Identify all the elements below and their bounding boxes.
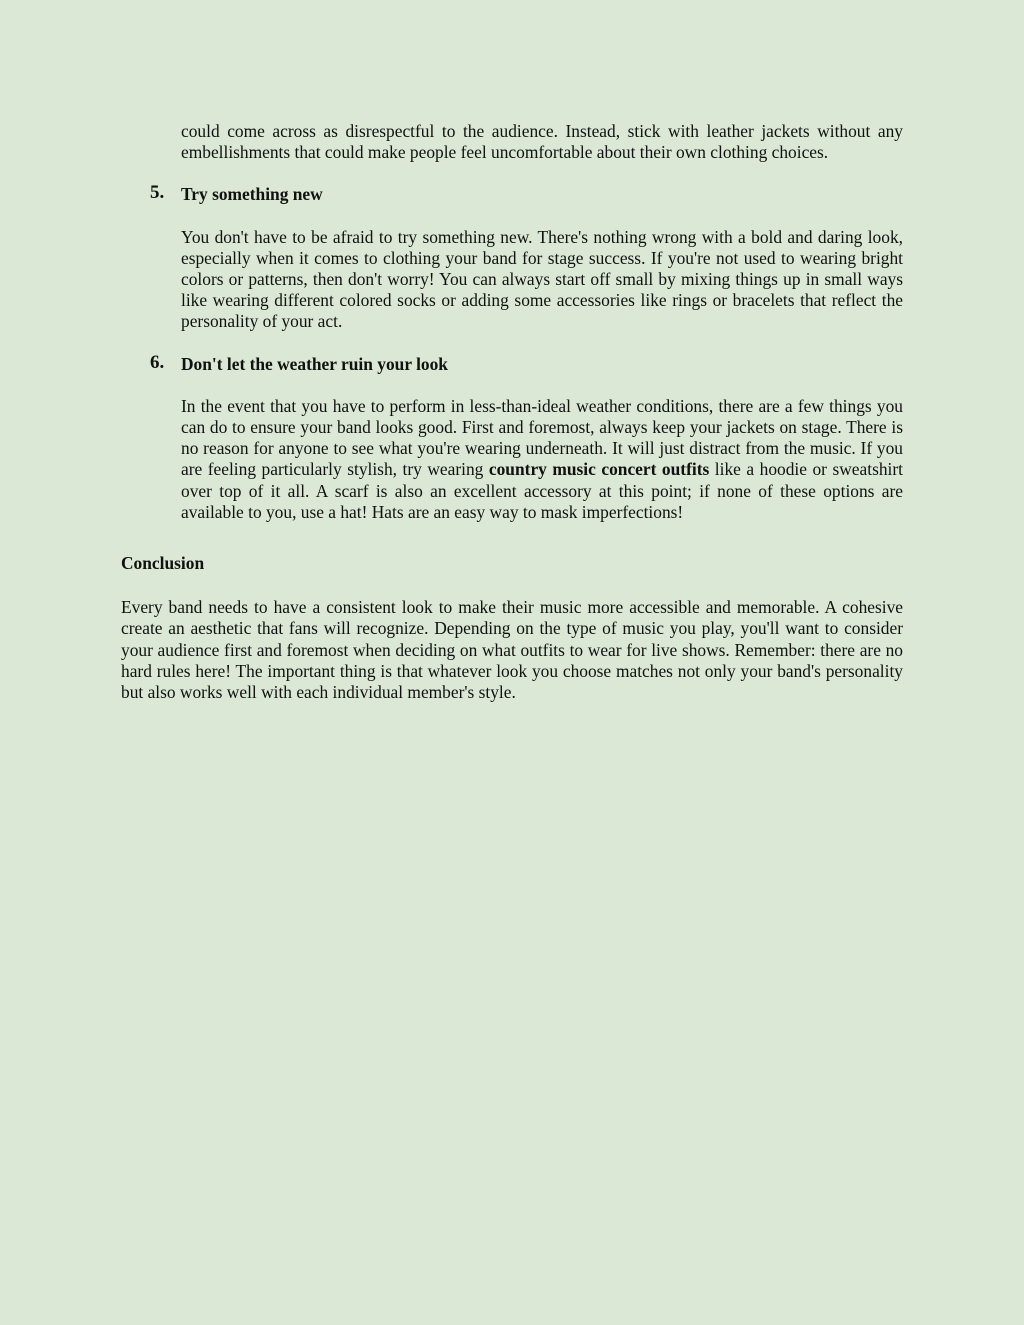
conclusion-body: Every band needs to have a consistent look to make their music more accessible and memorable. A cohesive create an aesthetic that fans will recognize. Depending on the type of music you play, you'll want to consider your audience first and foremost when deciding on what outfits to wear for live shows. Remember: there are no hard rules here! The important thing is that whatever look you choose matches not only your band's personality but also works well with each individual member's style. <box>121 597 903 703</box>
list-item-5-heading <box>150 182 903 205</box>
country-music-outfits-keyword: country music concert outfits <box>488 459 710 480</box>
list-item-6-title: Don't let the weather ruin your look <box>181 353 448 374</box>
list-item-6-heading <box>150 351 903 375</box>
document-content <box>121 121 903 703</box>
list-item-6-number: 6. <box>150 351 165 373</box>
list-item-6-body <box>181 396 903 523</box>
list-item-6-body-text-before: In the event that you have to perform in less-than-ideal weather conditions, there are a few things you can do to ensure your band looks good. First and foremost, always keep your jackets on stage. There is no reason for anyone to see what you're wearing underneath. It will just distract from the music. If you are feeling particularly stylish, try wearing <box>181 395 903 480</box>
list-item-5-number: 5. <box>150 182 165 204</box>
conclusion-heading: Conclusion <box>121 553 205 574</box>
list-item-6-body-text-after: like a hoodie or sweatshirt over top of it all. A scarf is also an excellent accessory at this point; if none of these options are available to you, use a hat! Hats are an easy way to mask imperfections! <box>181 459 903 522</box>
continued-paragraph: could come across as disrespectful to the audience. Instead, stick with leather jackets without any embellishments that could make people feel uncomfortable about their own clothing choices. <box>181 121 903 163</box>
list-item-5-body: You don't have to be afraid to try something new. There's nothing wrong with a bold and daring look, especially when it comes to clothing your band for stage success. If you're not used to wearing bright colors or patterns, then don't worry! You can always start off small by mixing things up in small ways like wearing different colored socks or adding some accessories like rings or bracelets that reflect the personality of your act. <box>181 226 903 332</box>
list-item-5-title: Try something new <box>181 184 323 205</box>
